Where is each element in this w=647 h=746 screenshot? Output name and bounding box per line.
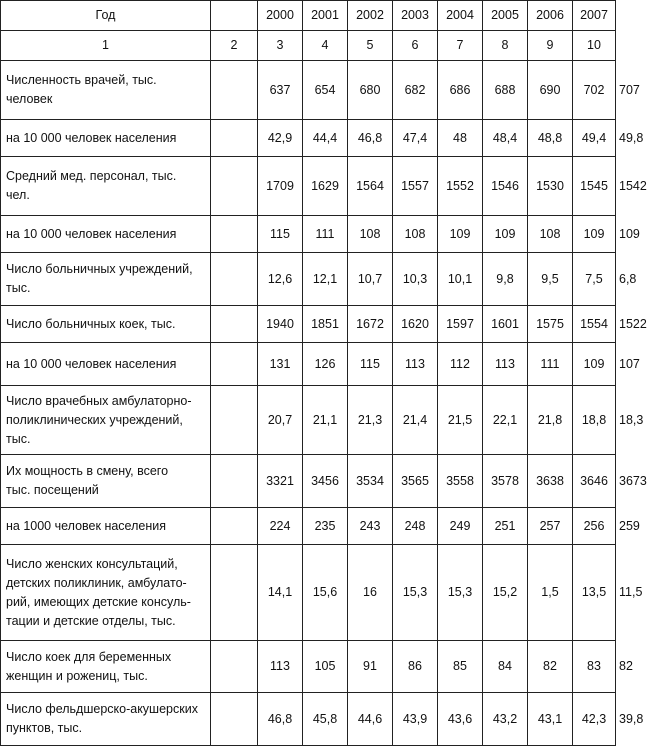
value-cell: 3646 [573,455,616,508]
header-cell: 2005 [483,1,528,31]
value-cell: 85 [438,641,483,693]
row-label-line: рий, имеющих детские консуль- [6,594,191,609]
row-label-line: тации и детские отделы, тыс. [6,613,176,628]
value-cell: 21,5 [438,386,483,455]
row-label-line: Число коек для беременных [6,649,172,664]
row-label [1,693,211,746]
row-label-line: тыс. [6,281,31,295]
value-cell: 1709 [258,157,303,216]
value-cell: 224 [258,508,303,545]
table-row: Число фельдшерско-акушерских пунктов, тыс. 46,8 45,8 44,6 43,9 43,6 43,2 43,1 42,3 39,8 [1,693,616,746]
value-cell: 1545 [573,157,616,216]
row-label-line: пунктов, тыс. [6,721,83,735]
value-cell: 3321 [258,455,303,508]
value-cell: 248 [393,508,438,545]
column-number: 8 [483,31,528,61]
value-cell: 82 [528,641,573,693]
value-cell: 45,8 [303,693,348,746]
row-label-line: на 10 000 человек населения [6,130,177,145]
value-cell: 15,3 [393,545,438,641]
row-label-line: детских поликлиник, амбулато- [6,575,187,590]
empty-cell [211,455,258,508]
row-label [1,120,211,157]
value-cell: 108 [393,216,438,253]
empty-cell [211,693,258,746]
value-cell: 3534 [348,455,393,508]
value-cell: 243 [348,508,393,545]
value-cell: 109 [573,216,616,253]
table-row: на 10 000 человек населения 115 111 108 108 109 109 108 109 109 [1,216,616,253]
value-cell: 109 [483,216,528,253]
value-cell: 48,4 [483,120,528,157]
table-row: Число коек для беременных женщин и рожениц, тыс. 113 105 91 86 85 84 82 83 82 [1,641,616,693]
row-label-line: тыс. посещений [6,483,99,497]
header-cell [211,1,258,31]
value-cell: 83 [573,641,616,693]
value-cell: 113 [393,343,438,386]
row-label [1,386,211,455]
value-cell: 111 [303,216,348,253]
column-number: 10 [573,31,616,61]
value-cell: 10,3 [393,253,438,306]
row-label [1,253,211,306]
row-label-line: Число больничных коек, тыс. [6,316,176,331]
value-cell: 115 [348,343,393,386]
value-cell: 10,7 [348,253,393,306]
column-number: 3 [258,31,303,61]
value-cell: 682 [393,61,438,120]
value-cell: 10,1 [438,253,483,306]
value-cell: 3456 [303,455,348,508]
value-cell: 3558 [438,455,483,508]
value-cell: 12,1 [303,253,348,306]
value-cell: 105 [303,641,348,693]
row-label [1,545,211,641]
value-cell: 43,1 [528,693,573,746]
header-cell: 2003 [393,1,438,31]
row-label-line: на 1000 человек населения [6,518,166,533]
empty-cell [211,253,258,306]
empty-cell [211,216,258,253]
value-cell: 86 [393,641,438,693]
row-label [1,157,211,216]
value-cell: 18,8 [573,386,616,455]
table-row: Численность врачей, тыс. человек 637 654 680 682 686 688 690 702 707 [1,61,616,120]
header-cell: 2000 [258,1,303,31]
value-cell: 111 [528,343,573,386]
column-number: 9 [528,31,573,61]
empty-cell [211,120,258,157]
value-cell: 1597 [438,306,483,343]
header-year-label: Год [1,1,211,31]
value-cell: 21,8 [528,386,573,455]
value-cell: 109 [573,343,616,386]
value-cell: 7,5 [573,253,616,306]
column-number: 5 [348,31,393,61]
value-cell: 1851 [303,306,348,343]
table-row: Средний мед. персонал, тыс. чел. 1709 1629 1564 1557 1552 1546 1530 1545 1542 [1,157,616,216]
header-row [1,1,616,31]
value-cell: 108 [348,216,393,253]
value-cell: 1629 [303,157,348,216]
column-number: 6 [393,31,438,61]
row-label-line: поликлинических учреждений, [6,412,183,427]
value-cell: 48,8 [528,120,573,157]
value-cell: 9,8 [483,253,528,306]
row-label [1,508,211,545]
value-cell: 42,9 [258,120,303,157]
value-cell: 43,9 [393,693,438,746]
value-cell: 14,1 [258,545,303,641]
value-cell: 1546 [483,157,528,216]
table-row: на 10 000 человек населения 131 126 115 113 112 113 111 109 107 [1,343,616,386]
value-cell: 9,5 [528,253,573,306]
value-cell: 3565 [393,455,438,508]
value-cell: 113 [483,343,528,386]
value-cell: 91 [348,641,393,693]
table-row: на 1000 человек населения 224 235 243 248 249 251 257 256 259 [1,508,616,545]
row-label [1,61,211,120]
value-cell: 1557 [393,157,438,216]
value-cell: 21,3 [348,386,393,455]
value-cell: 1575 [528,306,573,343]
value-cell: 126 [303,343,348,386]
value-cell: 21,4 [393,386,438,455]
row-label-line: на 10 000 человек населения [6,356,177,371]
value-cell: 1672 [348,306,393,343]
header-cell: 2006 [528,1,573,31]
value-cell: 251 [483,508,528,545]
value-cell: 257 [528,508,573,545]
row-label-line: Их мощность в смену, всего [6,464,169,478]
value-cell: 48 [438,120,483,157]
row-label-line: Средний мед. персонал, тыс. [6,169,177,183]
row-label [1,343,211,386]
value-cell: 46,8 [348,120,393,157]
value-cell: 20,7 [258,386,303,455]
value-cell: 44,4 [303,120,348,157]
row-label-line: чел. [6,188,30,202]
value-cell: 21,1 [303,386,348,455]
value-cell: 16 [348,545,393,641]
column-number: 7 [438,31,483,61]
row-label-line: женщин и рожениц, тыс. [6,668,148,683]
row-label-line: Число больничных учреждений, [6,262,193,276]
value-cell: 1554 [573,306,616,343]
value-cell: 680 [348,61,393,120]
value-cell: 249 [438,508,483,545]
table-row: Число врачебных амбулаторно- поликлинических учреждений, тыс. 20,7 21,1 21,3 21,4 21,5 22,1 21,8 18,8 18,3 [1,386,616,455]
value-cell: 1620 [393,306,438,343]
empty-cell [211,508,258,545]
value-cell: 1940 [258,306,303,343]
row-label-line: тыс. [6,431,31,446]
table-row: Число больничных учреждений, тыс. 12,6 12,1 10,7 10,3 10,1 9,8 9,5 7,5 6,8 [1,253,616,306]
value-cell: 1,5 [528,545,573,641]
empty-cell [211,545,258,641]
row-label-line: на 10 000 человек населения [6,226,177,241]
empty-cell [211,343,258,386]
value-cell: 84 [483,641,528,693]
value-cell: 702 [573,61,616,120]
row-label-line: Число фельдшерско-акушерских [6,702,198,716]
column-number: 2 [211,31,258,61]
value-cell: 109 [438,216,483,253]
row-label [1,641,211,693]
value-cell: 108 [528,216,573,253]
column-number: 1 [1,31,211,61]
row-label [1,455,211,508]
table-row: на 10 000 человек населения 42,9 44,4 46,8 47,4 48 48,4 48,8 49,4 49,8 [1,120,616,157]
header-cell: 2004 [438,1,483,31]
empty-cell [211,61,258,120]
value-cell: 46,8 [258,693,303,746]
value-cell: 49,4 [573,120,616,157]
empty-cell [211,157,258,216]
empty-cell [211,386,258,455]
value-cell: 235 [303,508,348,545]
value-cell: 22,1 [483,386,528,455]
value-cell: 115 [258,216,303,253]
row-label-line: Число врачебных амбулаторно- [6,393,192,408]
value-cell: 15,3 [438,545,483,641]
value-cell: 1601 [483,306,528,343]
header-cell: 2001 [303,1,348,31]
empty-cell [211,641,258,693]
value-cell: 112 [438,343,483,386]
value-cell: 47,4 [393,120,438,157]
header-cell: 2002 [348,1,393,31]
table-row: Их мощность в смену, всего тыс. посещений 3321 3456 3534 3565 3558 3578 3638 3646 3673 [1,455,616,508]
table-row: Число больничных коек, тыс. 1940 1851 1672 1620 1597 1601 1575 1554 1522 [1,306,616,343]
value-cell: 43,2 [483,693,528,746]
value-cell: 690 [528,61,573,120]
value-cell: 654 [303,61,348,120]
row-label-line: человек [6,92,53,106]
value-cell: 1552 [438,157,483,216]
value-cell: 3578 [483,455,528,508]
value-cell: 13,5 [573,545,616,641]
header-cell: 2007 [573,1,616,31]
value-cell: 43,6 [438,693,483,746]
value-cell: 15,6 [303,545,348,641]
value-cell: 3638 [528,455,573,508]
value-cell: 42,3 [573,693,616,746]
row-label-line: Число женских консультаций, [6,556,178,571]
value-cell: 637 [258,61,303,120]
value-cell: 131 [258,343,303,386]
table-row: Число женских консультаций, детских поликлиник, амбулато- рий, имеющих детские консуль- тации и детские отделы, тыс. 14,1 15,6 16 15,3 15,3 15,2 1,5 13,5 11,5 [1,545,616,641]
value-cell: 44,6 [348,693,393,746]
column-number: 4 [303,31,348,61]
value-cell: 688 [483,61,528,120]
row-label [1,216,211,253]
value-cell: 12,6 [258,253,303,306]
empty-cell [211,306,258,343]
row-label-line: Численность врачей, тыс. [6,73,157,87]
value-cell: 686 [438,61,483,120]
value-cell: 1564 [348,157,393,216]
value-cell: 15,2 [483,545,528,641]
value-cell: 256 [573,508,616,545]
row-label [1,306,211,343]
column-number-row [1,31,616,61]
value-cell: 1530 [528,157,573,216]
value-cell: 113 [258,641,303,693]
